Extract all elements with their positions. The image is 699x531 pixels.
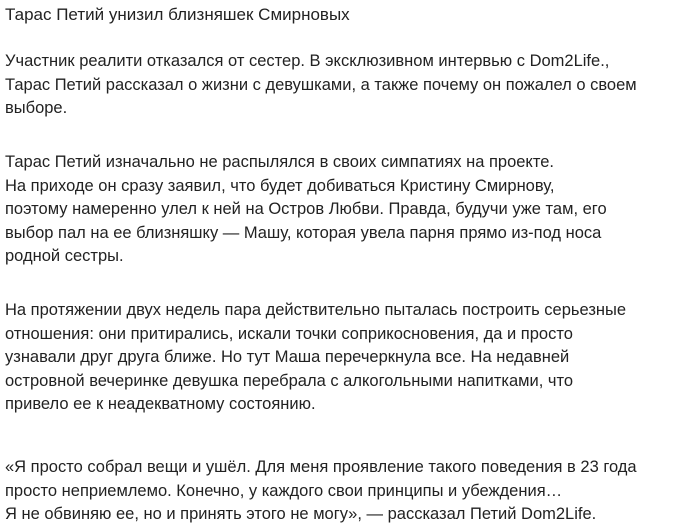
paragraph-line: Я не обвиняю ее, но и принять этого не могу», — рассказал Петий Dom2Life. (5, 505, 597, 523)
paragraph-line: Участник реалити отказался от сестер. В эксклюзивном интервью с Dom2Life., (5, 52, 610, 70)
paragraph-line: поэтому намеренно улел к ней на Остров Любви. Правда, будучи уже там, его (5, 200, 607, 218)
paragraph-line: отношения: они притирались, искали точки соприкосновения, да и просто (5, 324, 573, 343)
paragraph-line: просто неприемлемо. Конечно, у каждого свои принципы и убеждения… (5, 481, 563, 500)
paragraph-line: На приходе он сразу заявил, что будет добиваться Кристину Смирнову, (5, 176, 555, 195)
paragraph-line: Тарас Петий изначально не распылялся в своих симпатиях на проекте. (5, 153, 554, 171)
article-title: Тарас Петий унизил близняшек Смирновых (5, 5, 350, 24)
paragraph-line: привело ее к неадекватному состоянию. (5, 395, 316, 413)
paragraph-line: узнавали друг друга ближе. Но тут Маша перечеркнула все. На недавней (5, 348, 570, 366)
paragraph-line: выборе. (5, 99, 68, 117)
paragraph-line: родной сестры. (5, 247, 124, 265)
paragraph-line: «Я просто собрал вещи и ушёл. Для меня проявление такого поведения в 23 года (5, 458, 637, 476)
paragraph-line: островной вечеринке девушка перебрала с алкогольными напитками, что (5, 371, 574, 390)
article-paragraph-1 (5, 50, 637, 121)
paragraph-line: На протяжении двух недель пара действительно пыталась построить серьезные (5, 301, 627, 319)
paragraph-line: Тарас Петий рассказал о жизни с девушками, а также почему он пожалел о своем (5, 75, 637, 94)
article-paragraph-4 (5, 456, 637, 527)
paragraph-line: выбор пал на ее близняшку — Машу, которая увела парня прямо из-под носа (5, 223, 602, 242)
article-paragraph-2 (5, 151, 607, 269)
article-paragraph-3 (5, 299, 626, 417)
